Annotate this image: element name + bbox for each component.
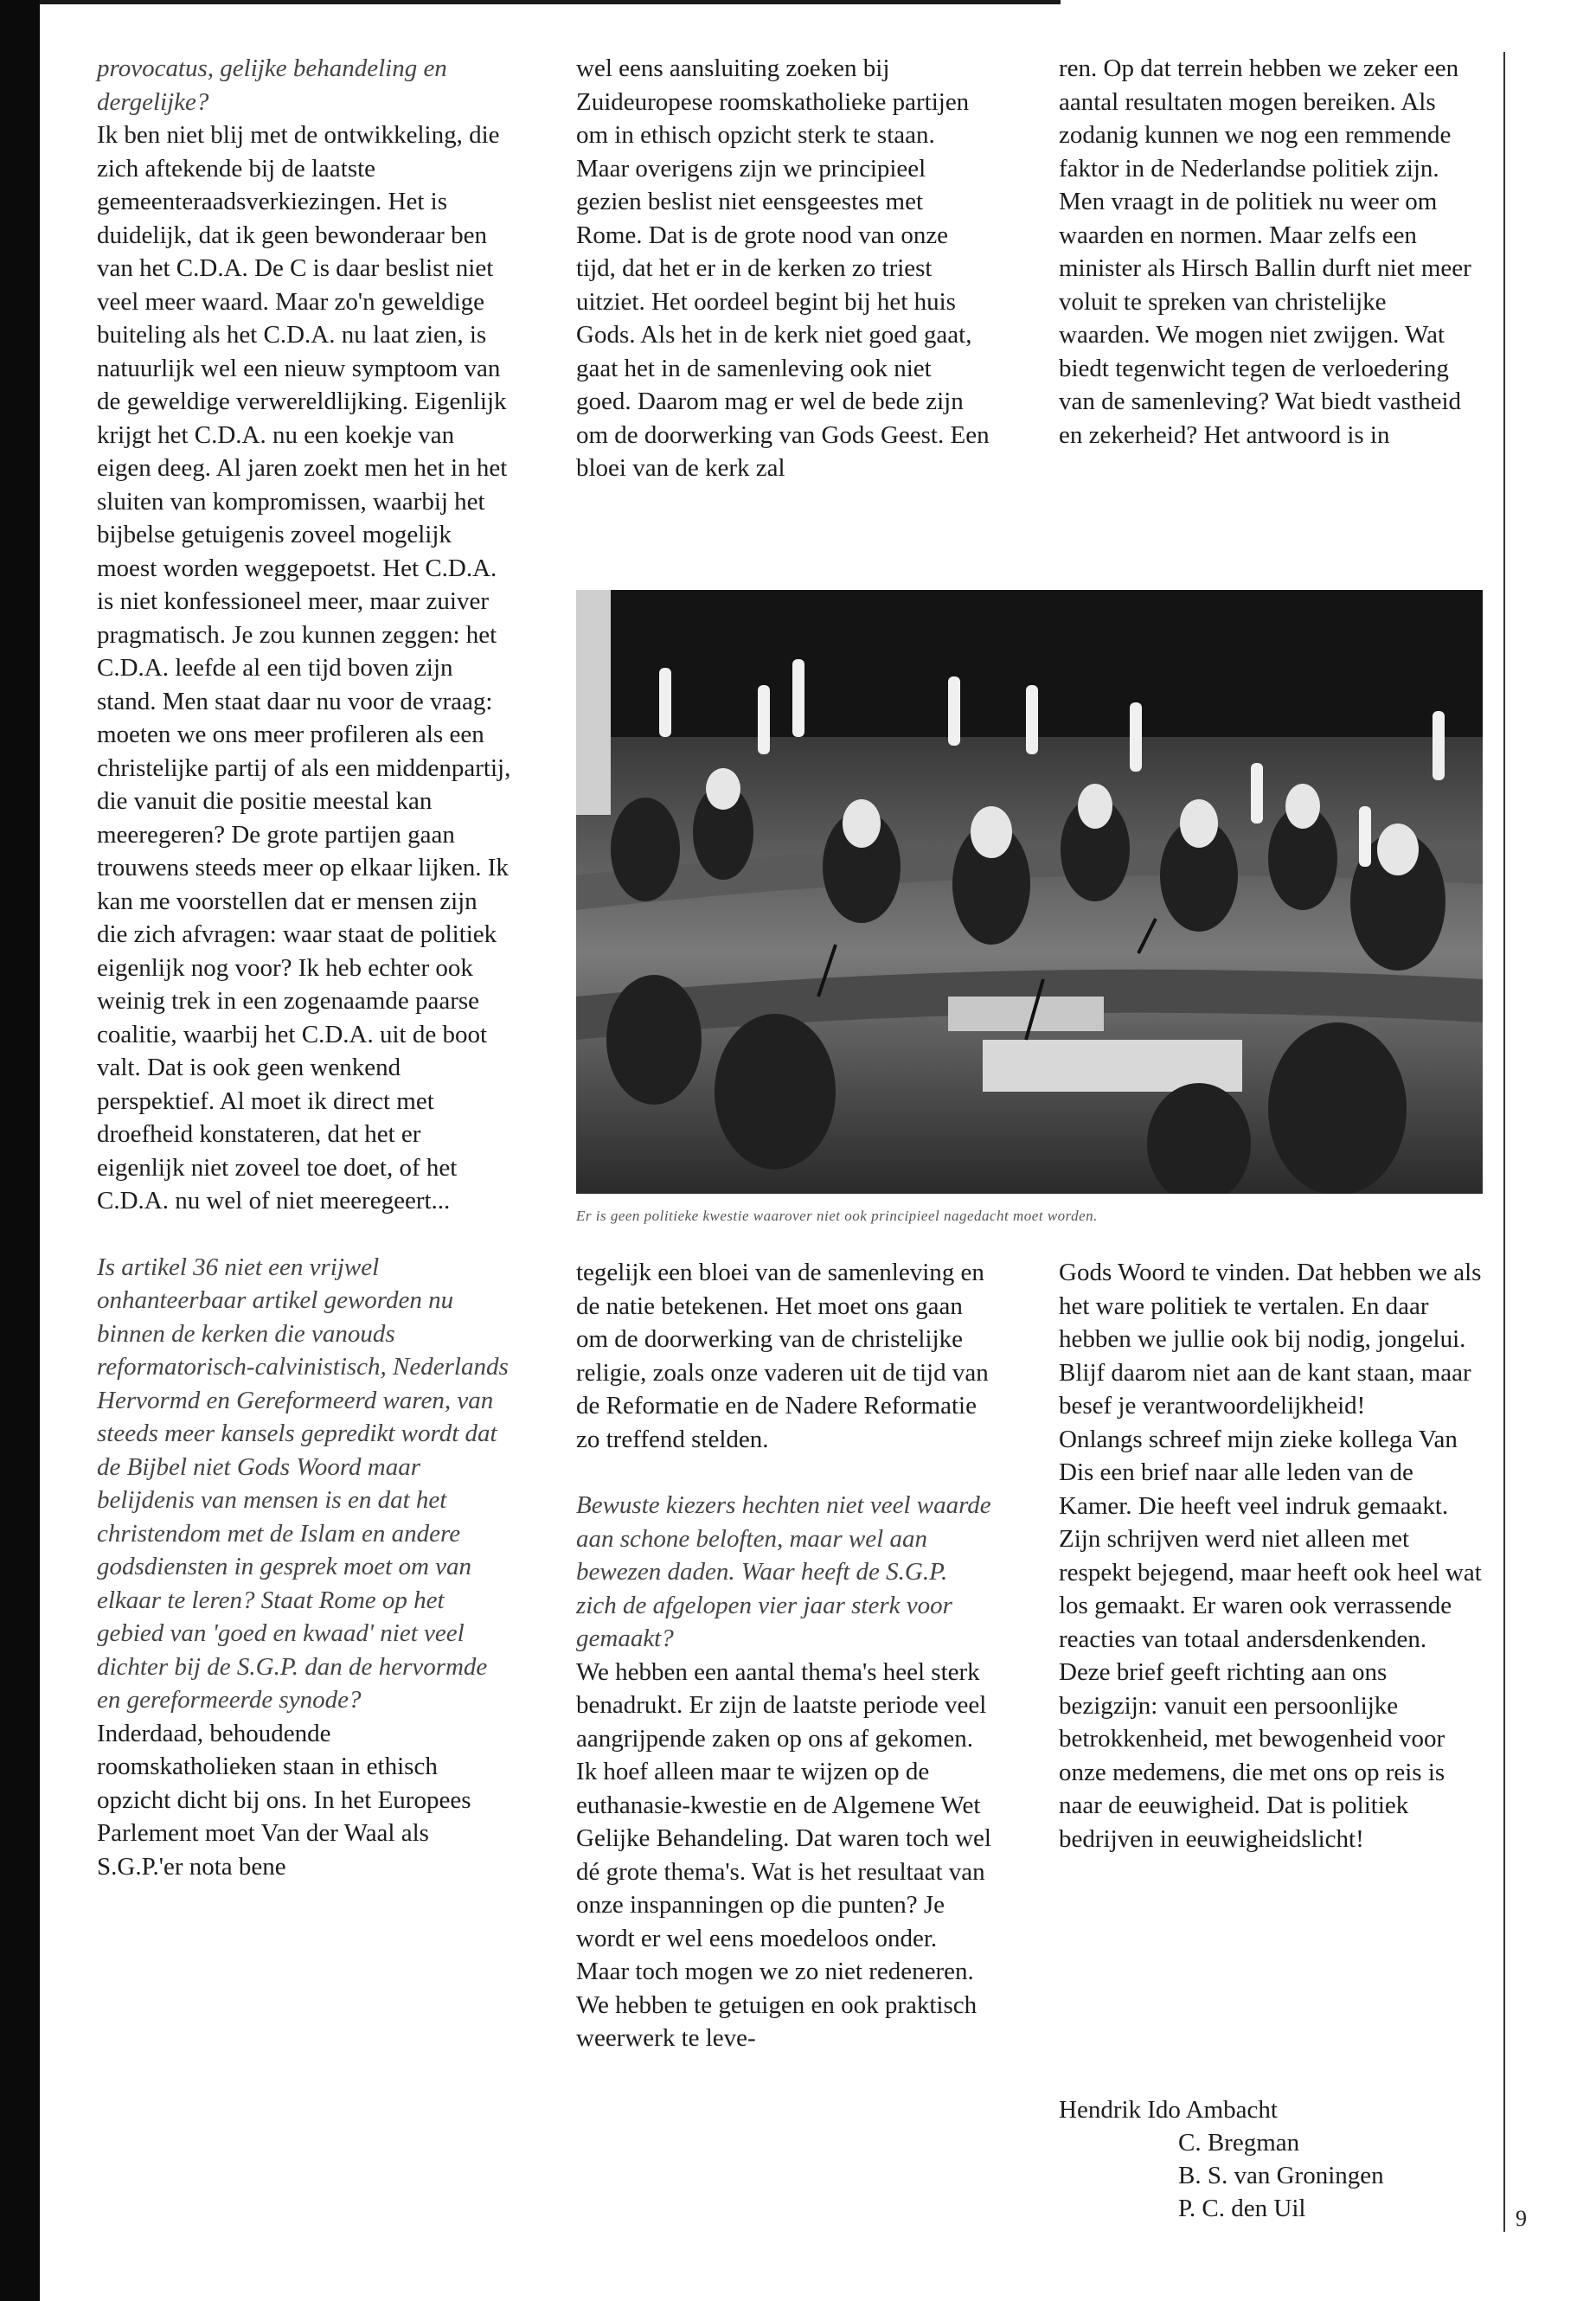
photo-caption: Er is geen politieke kwestie waarover niet ook principieel nagedacht moet worden. [576,1208,1098,1224]
paragraph: Bewuste kiezers hechten niet veel waarde aan schone beloften, maar wel aan bewezen daden. Waar heeft de S.G.P. zich de afgelopen vier jaar sterk voor gemaakt? [576,1491,991,1652]
signature-name-2: B. S. van Groningen [1178,2162,1384,2189]
paragraph: Ik ben niet blij met de ontwikkeling, die zich aftekende bij de laatste gemeenteraadsverkiezingen. Het is duidelijk, dat ik geen bewonderaar ben van het C.D.A. De C is daar beslist niet veel meer waard. Maar zo'n geweldige buiteling als het C.D.A. nu laat zien, is natuurlijk wel een nieuw symptoom van de geweldige verwereldlijking. Eigenlijk krijgt het C.D.A. nu een koekje van eigen deeg. Al jaren zoekt men het in het sluiten van kompromissen, waarbij het bijbelse getuigenis zoveel mogelijk moest worden weggepoetst. Het C.D.A. is niet konfessioneel meer, maar zuiver pragmatisch. Je zou kunnen zeggen: het C.D.A. leefde al een tijd boven zijn stand. Men staat daar nu voor de vraag: moeten we ons meer profileren als een christelijke partij of als een middenpartij, die vanuit die positie meestal kan meeregeren? De grote partijen gaan trouwens steeds meer op elkaar lijken. Ik kan me voorstellen dat er mensen zijn die zich afvragen: waar staat de politiek eigenlijk nog voor? Ik heb echter ook weinig trek in een zogenaamde paarse coalitie, waarbij het C.D.A. uit de boot valt. Dat is ook geen wenkend perspektief. Al moet ik direct met droefheid konstateren, dat het er eigenlijk niet zoveel toe doet, of het C.D.A. nu wel of niet meeregeert... [97,121,511,1215]
column-2-bottom [576,1256,991,2055]
column-rule-right [1503,52,1505,2232]
paragraph: Onlangs schreef mijn zieke kollega Van Dis een brief naar alle leden van de Kamer. Die heeft veel indruk gemaakt. Zijn schrijven werd niet alleen met respekt bejegend, maar heeft ook heel wat los gemaakt. Er waren ook verrassende reacties van totaal andersdenkenden. Deze brief geeft richting aan ons bezigzijn: vanuit een persoonlijke betrokkenheid, met bewogenheid voor onze medemens, die met ons op reis is naar de eeuwigheid. Dat is politiek bedrijven in eeuwigheidslicht! [1059,1425,1482,1853]
parliament-photo [576,590,1483,1194]
column-1 [97,52,514,1883]
column-3-top [1059,52,1483,452]
paragraph: wel eens aansluiting zoeken bij Zuideuropese roomskatholieke partijen om in ethisch opzicht sterk te staan. Maar overigens zijn we principieel gezien beslist niet eensgeestes met Rome. Dat is de grote nood van onze tijd, dat het er in de kerken zo triest uitziet. Het oordeel begint bij het huis Gods. Als het in de kerk niet goed gaat, gaat het in de samenleving ook niet goed. Daarom mag er wel de bede zijn om de doorwerking van Gods Geest. Een bloei van de kerk zal [576,54,990,482]
page-number: 9 [1516,2206,1527,2231]
paragraph: We hebben een aantal thema's heel sterk benadrukt. Er zijn de laatste periode veel aangrijpende zaken op ons af gekomen. Ik hoef alleen maar te wijzen op de euthanasie-kwestie en de Algemene Wet Gelijke Behandeling. Dat waren toch wel dé grote thema's. Wat is het resultaat van onze inspanningen op die punten? Je wordt er wel eens moedeloos onder. Maar toch mogen we zo niet redeneren. We hebben te getuigen en ook praktisch weerwerk te leve- [576,1657,991,2052]
signature-lead: Hendrik Ido Ambacht [1059,2096,1278,2124]
paragraph: Inderdaad, behoudende roomskatholieken staan in ethisch opzicht dicht bij ons. In het Europees Parlement moet Van der Waal als S.G.P.'er nota bene [97,1719,471,1881]
paragraph: ren. Op dat terrein hebben we zeker een aantal resultaten mogen bereiken. Als zodanig kunnen we nog een remmende faktor in de Nederlandse politiek zijn. Men vraagt in de politiek nu weer om waarden en normen. Maar zelfs een minister als Hirsch Ballin durft niet meer voluit te spreken van christelijke waarden. We mogen niet zwijgen. Wat biedt tegenwicht tegen de verloedering van de samenleving? Wat biedt vastheid en zekerheid? Het antwoord is in [1059,54,1471,449]
signature-name-1: C. Bregman [1178,2129,1300,2157]
paragraph: Is artikel 36 niet een vrijwel onhanteerbaar artikel geworden nu binnen de kerken die vanouds reformatorisch-calvinistisch, Nederlands Hervormd en Gereformeerd waren, van steeds meer kansels gepredikt wordt dat de Bijbel niet Gods Woord maar belijdenis van mensen is en dat het christendom met de Islam en andere godsdiensten in gesprek moet om van elkaar te leren? Staat Rome op het gebied van 'goed en kwaad' niet veel dichter bij de S.G.P. dan de hervormde en gereformeerde synode? [97,1253,509,1714]
column-3-bottom [1059,1256,1483,1856]
scan-edge [0,0,40,2301]
signature-name-3: P. C. den Uil [1178,2195,1306,2222]
column-2-top [576,52,991,485]
top-rule [40,0,1061,4]
paragraph: provocatus, gelijke behandeling en dergelijke? [97,54,447,116]
paragraph: Gods Woord te vinden. Dat hebben we als het ware politiek te vertalen. En daar hebben we jullie ook bij nodig, jongelui. Blijf daarom niet aan de kant staan, maar besef je verantwoordelijkheid! [1059,1259,1482,1420]
parliament-vote-image [576,590,1483,1194]
paragraph: tegelijk een bloei van de samenleving en de natie betekenen. Het moet ons gaan om de doorwerking van de christelijke religie, zoals onze vaderen uit de tijd van de Reformatie en de Nadere Reformatie zo treffend stelden. [576,1259,989,1453]
